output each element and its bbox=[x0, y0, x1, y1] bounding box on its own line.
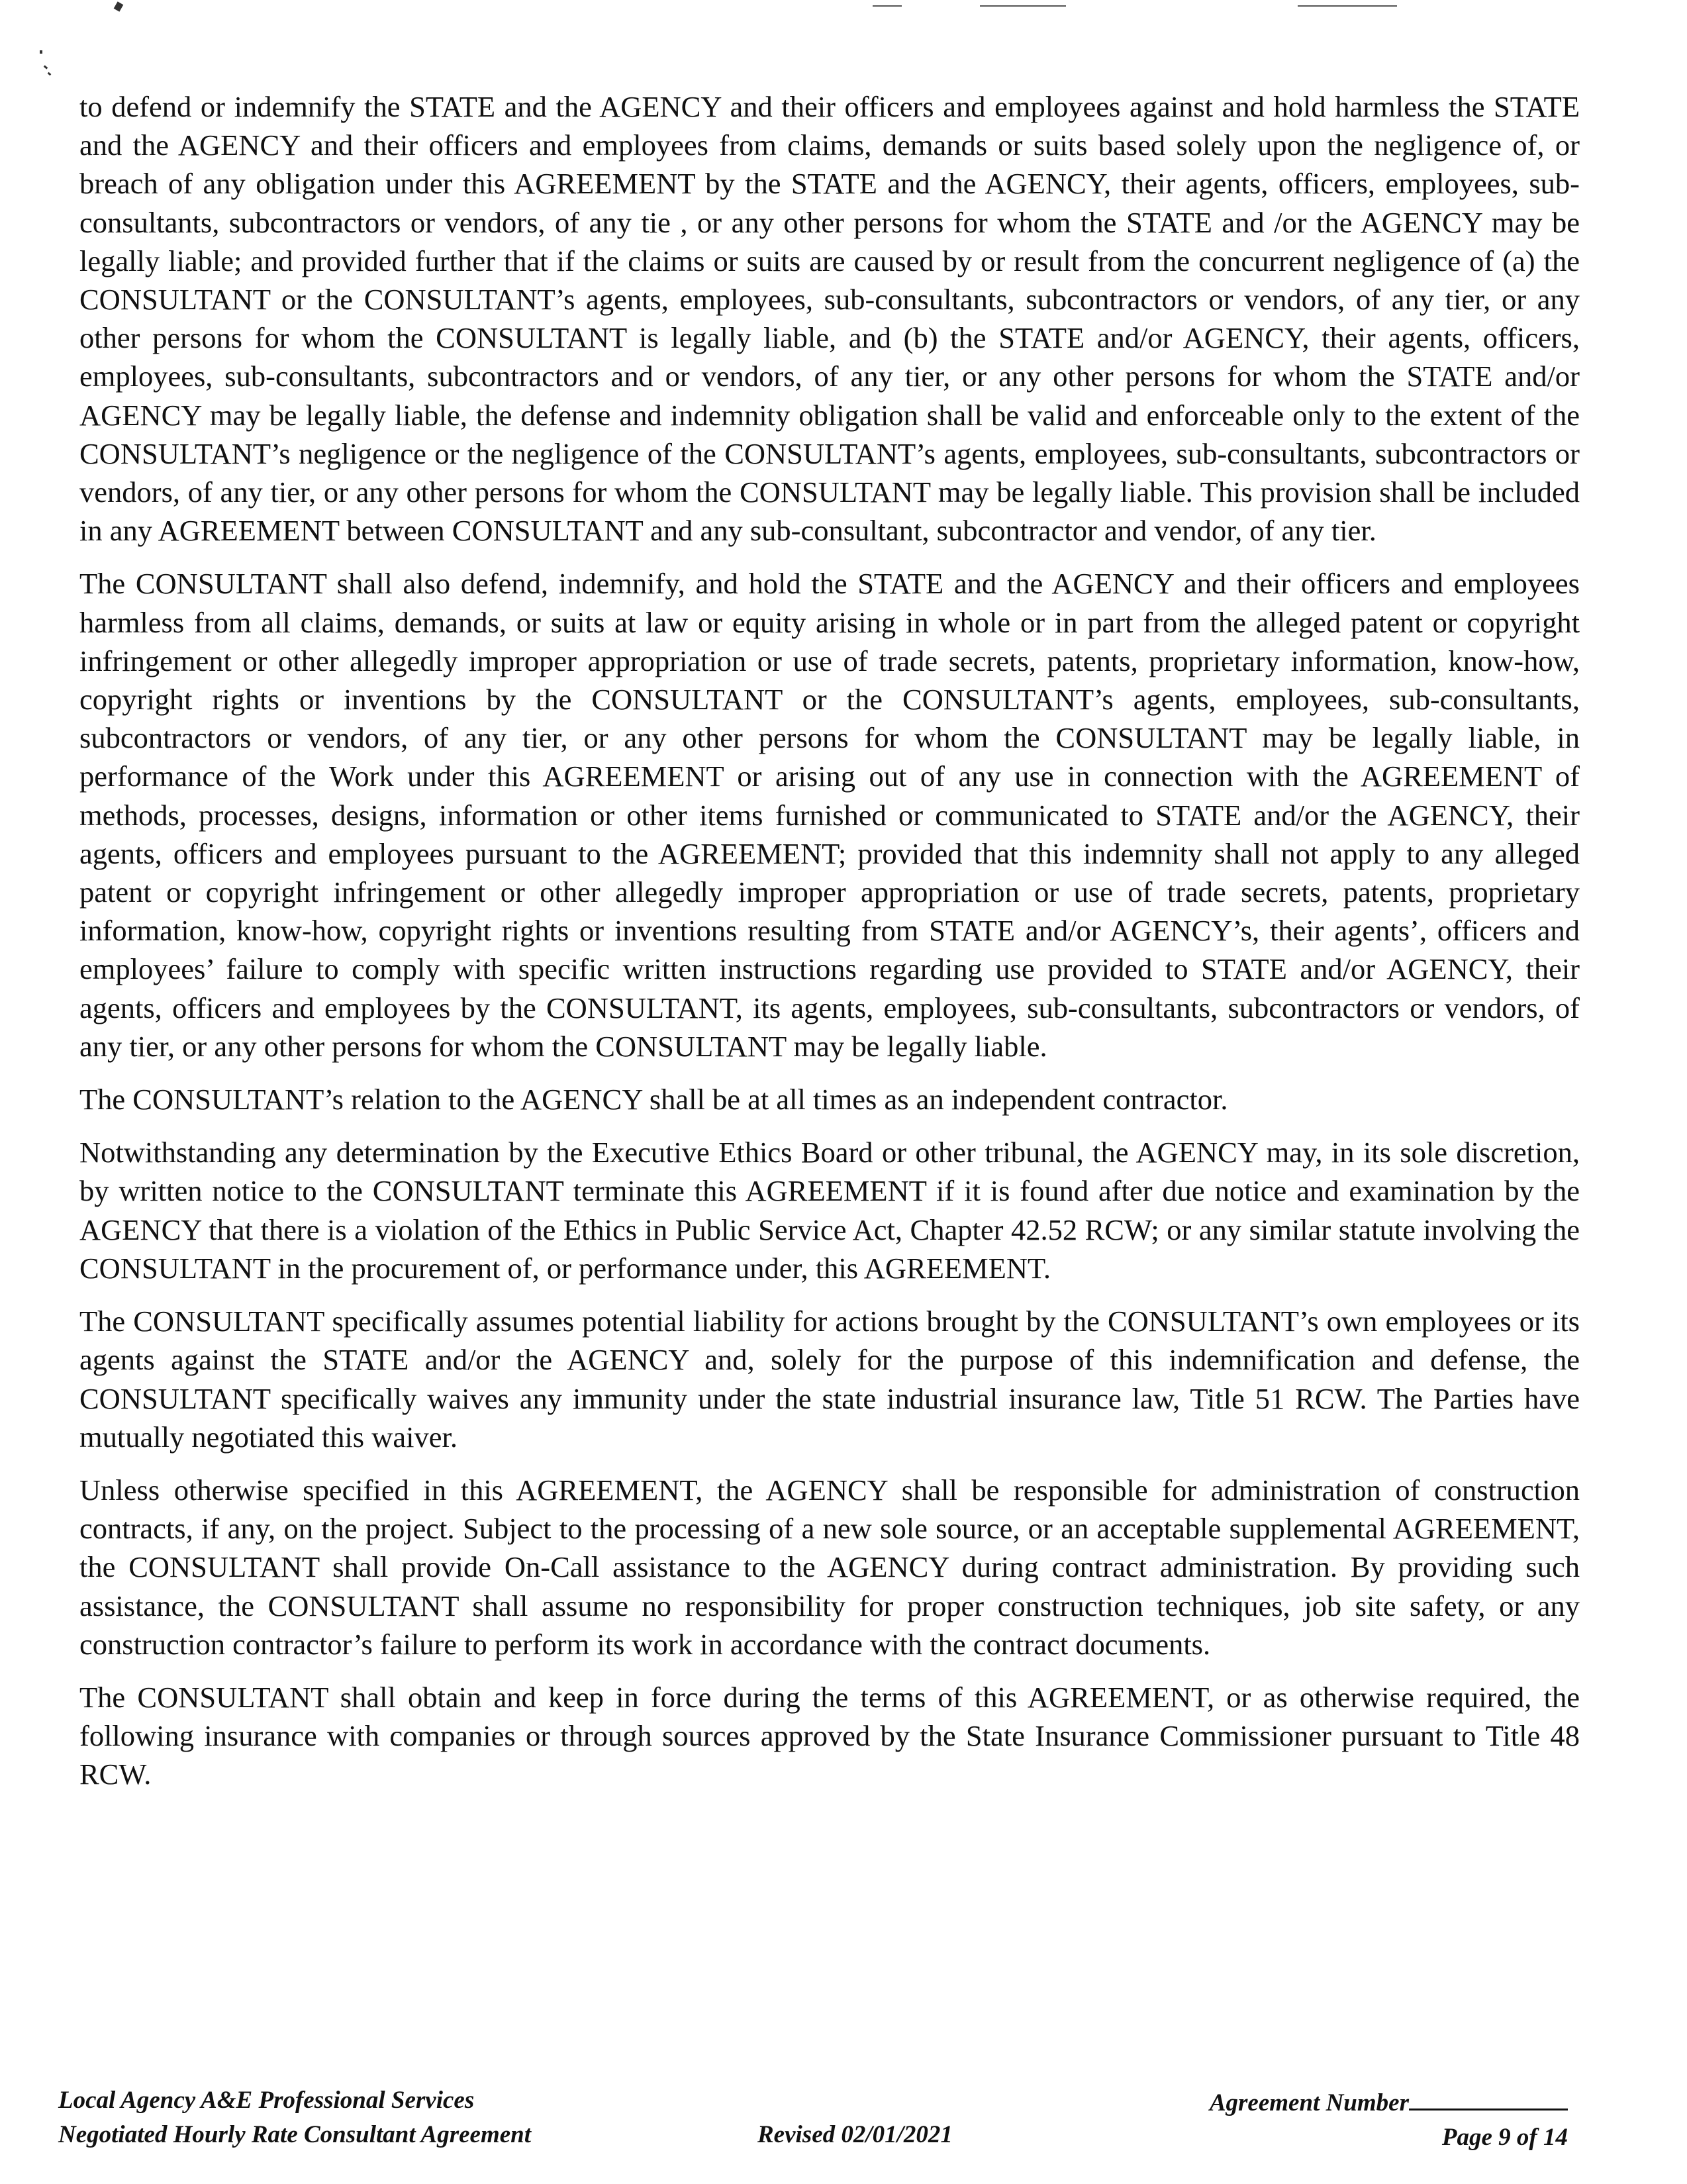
scan-mark bbox=[48, 72, 52, 76]
page-number: Page 9 of 14 bbox=[1441, 2124, 1568, 2151]
footer-form-title bbox=[58, 2083, 531, 2152]
paragraph-immunity-waiver: The CONSULTANT specifically assumes potential liability for actions brought by the CONSULTANT’s own employees or its agents against the STATE and/or the AGENCY and, solely for the purpose of this indemnification and defense, the CONSULTANT specifically waives any immunity under the state industrial insurance law, Title 51 RCW. The Parties have mutually negotiated this waiver. bbox=[79, 1305, 1580, 1454]
paragraph-construction-administration: Unless otherwise specified in this AGREEMENT, the AGENCY shall be responsible for administration of construction contracts, if any, on the project. Subject to the processing of a new sole source, or an acceptable supplemental AGREEMENT, the CONSULTANT shall provide On-Call assistance to the AGENCY during contract administration. By providing such assistance, the CONSULTANT shall assume no responsibility for proper construction techniques, job site safety, or any construction contractor’s failure to perform its work in accordance with the contract documents. bbox=[79, 1473, 1580, 1661]
agreement-number-line bbox=[1210, 2083, 1568, 2120]
footer-title-line1: Local Agency A&E Professional Services bbox=[58, 2087, 475, 2114]
paragraph-indemnity-continuation: to defend or indemnify the STATE and the AGENCY and their officers and employees against and hold harmless the STATE and the AGENCY and their officers and employees from claims, demands or suits based solely upon the negligence of, or breach of any obligation under this AGREEMENT by the STATE and the AGENCY, their agents, officers, employees, sub-consultants, subcontractors or vendors, of any tie , or any other persons for whom the STATE and /or the AGENCY may be legally liable; and provided further that if the claims or suits are caused by or result from the concurrent negligence of (a) the CONSULTANT or the CONSULTANT’s agents, employees, sub-consultants, subcontractors or vendors, of any tier, or any other persons for whom the CONSULTANT is legally liable, and (b) the STATE and/or AGENCY, their agents, officers, employees, sub-consultants, subcontractors and or vendors, of any tier, or any other persons for whom the STATE and/or AGENCY may be legally liable, the defense and indemnity obligation shall be valid and enforceable only to the extent of the CONSULTANT’s negligence or the negligence of the CONSULTANT’s agents, employees, sub-consultants, subcontractors or vendors, of any tier, or any other persons for whom the CONSULTANT may be legally liable. This provision shall be included in any AGREEMENT between CONSULTANT and any sub-consultant, subcontractor and vendor, of any tier. bbox=[79, 90, 1580, 548]
page-footer bbox=[58, 2083, 1568, 2156]
footer-agreement-info bbox=[1210, 2083, 1568, 2155]
scan-mark bbox=[114, 1, 124, 11]
paragraph-ethics-termination: Notwithstanding any determination by the Executive Ethics Board or other tribunal, the AGENCY may, in its sole discretion, by written notice to the CONSULTANT terminate this AGREEMENT if it is found after due notice and examination by the AGENCY that there is a violation of the Ethics in Public Service Act, Chapter 42.52 RCW; or any similar statute involving the CONSULTANT in the procurement of, or performance under, this AGREEMENT. bbox=[79, 1136, 1580, 1285]
footer-title-line2: Negotiated Hourly Rate Consultant Agreement bbox=[58, 2121, 532, 2148]
paragraph-independent-contractor: The CONSULTANT’s relation to the AGENCY shall be at all times as an independent contractor. bbox=[79, 1083, 1228, 1117]
scan-rule bbox=[873, 5, 902, 7]
paragraph-intellectual-property-indemnity: The CONSULTANT shall also defend, indemnify, and hold the STATE and the AGENCY and their officers and employees harmless from all claims, demands, or suits at law or equity arising in whole or in part from the alleged patent or copyright infringement or other allegedly improper appropriation or use of trade secrets, patents, proprietary information, know-how, copyright rights or inventions by the CONSULTANT or the CONSULTANT’s agents, employees, sub-consultants, subcontractors or vendors, of any tier, or any other persons for whom the CONSULTANT may be legally liable, in performance of the Work under this AGREEMENT or arising out of any use in connection with the AGREEMENT of methods, processes, designs, information or other items furnished or communicated to STATE and/or the AGENCY, their agents, officers and employees pursuant to the AGREEMENT; provided that this indemnity shall not apply to any alleged patent or copyright infringement or other allegedly improper appropriation or use of trade secrets, patents, proprietary information, know-how, copyright rights or inventions resulting from STATE and/or AGENCY’s, their agents’, officers and employees’ failure to comply with specific written instructions regarding use provided to STATE and/or AGENCY, their agents, officers and employees by the CONSULTANT, its agents, employees, sub-consultants, subcontractors or vendors, of any tier, or any other persons for whom the CONSULTANT may be legally liable. bbox=[79, 567, 1580, 1063]
scan-rule bbox=[1298, 5, 1397, 7]
scan-mark bbox=[44, 65, 48, 69]
agreement-number-label: Agreement Number bbox=[1209, 2089, 1409, 2116]
scan-rule bbox=[980, 5, 1066, 7]
agreement-number-blank bbox=[1409, 2083, 1568, 2110]
scan-mark bbox=[40, 50, 42, 54]
document-body bbox=[79, 87, 1580, 1809]
footer-revised-date: Revised 02/01/2021 bbox=[757, 2121, 953, 2148]
paragraph-insurance: The CONSULTANT shall obtain and keep in force during the terms of this AGREEMENT, or as otherwise required, the following insurance with companies or through sources approved by the State Insurance Commissioner pursuant to Title 48 RCW. bbox=[79, 1680, 1580, 1791]
